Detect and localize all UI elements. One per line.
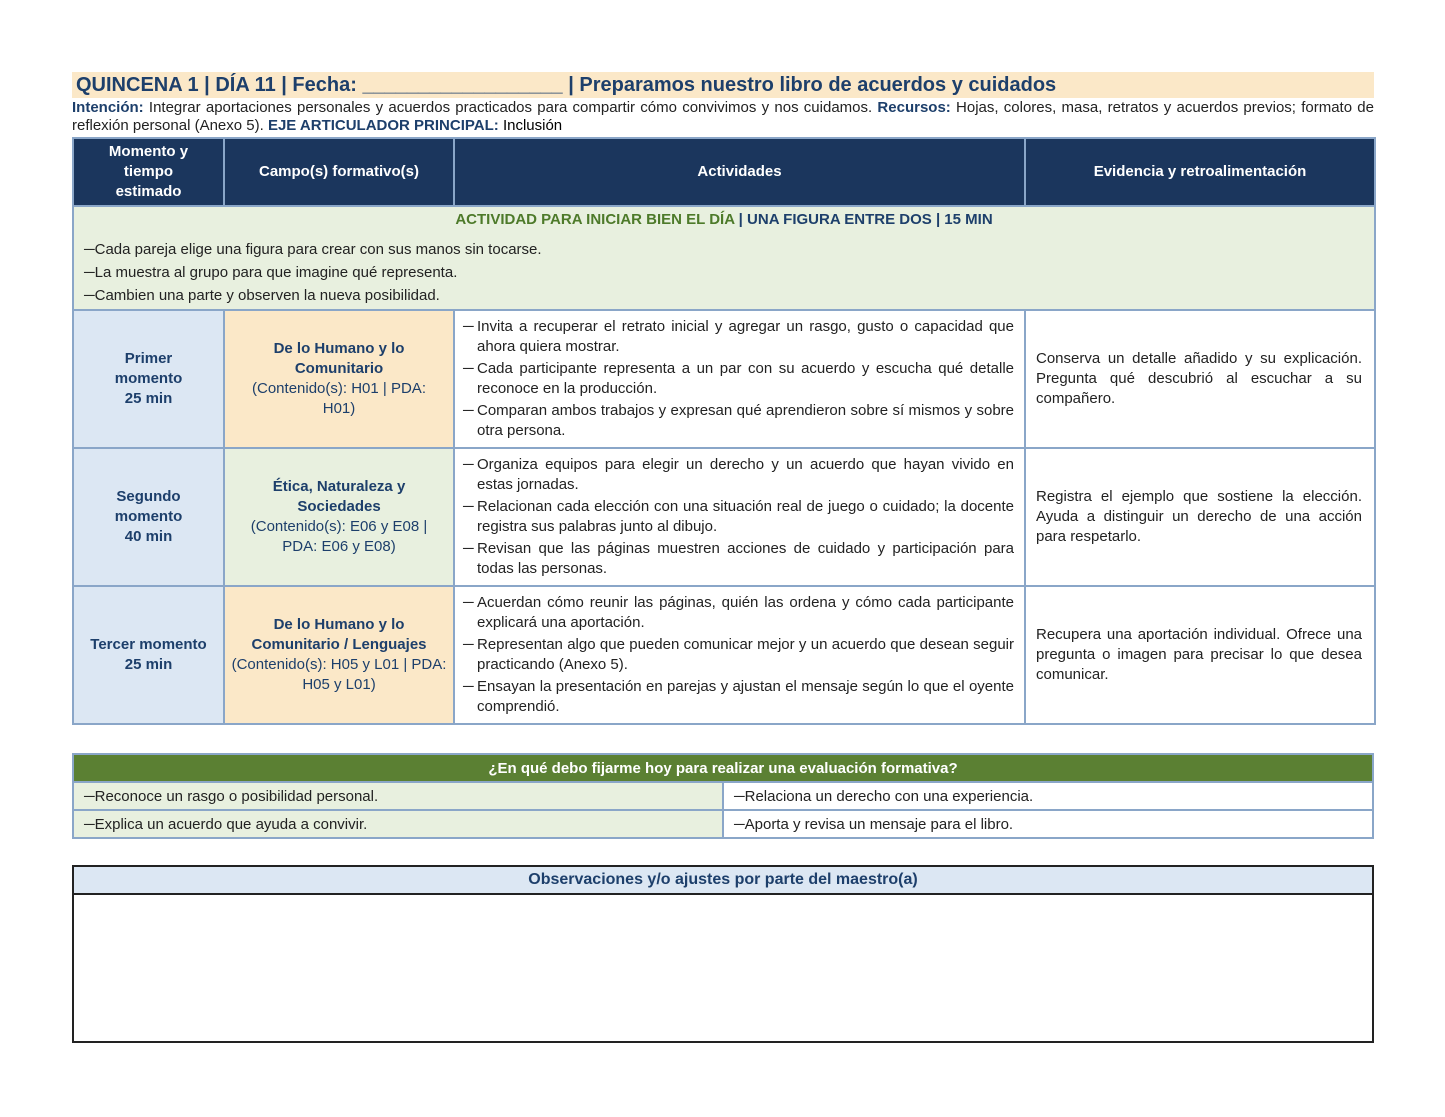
field-name: De lo Humano y lo Comunitario: [273, 340, 405, 377]
header-moment: Momento y tiempo estimado: [73, 138, 224, 206]
activity-item: ─ Cada participante representa a un par con su acuerdo y escucha qué detalle reconoce en la producción.: [463, 360, 1014, 397]
intention-paragraph: [72, 99, 1374, 135]
moment-row-3: [73, 586, 1375, 724]
observations-box: [72, 865, 1374, 1043]
activity-item: ─ Ensayan la presentación en parejas y ajustan el mensaje según lo que el oyente comprendió.: [463, 678, 1014, 715]
header-activities: Actividades: [454, 138, 1025, 206]
field-sub: (Contenido(s): E06 y E08 | PDA: E06 y E08): [250, 518, 428, 555]
moment-cell: [73, 310, 224, 448]
evidence-cell: Registra el ejemplo que sostiene la elección. Ayuda a distinguir un derecho de una acción para respetarlo.: [1025, 448, 1375, 586]
intention-text: Integrar aportaciones personales y acuerdos practicados para compartir cómo convivimos y nos cuidamos.: [143, 99, 878, 116]
field-cell: [224, 586, 454, 724]
header-evidence: Evidencia y retroalimentación: [1025, 138, 1375, 206]
resources-label: Recursos:: [877, 99, 951, 116]
resources-text: Hojas, colores, masa, retratos y acuerdos previos; formato de reflexión personal (Anexo 5).: [72, 99, 1374, 134]
axis-text: Inclusión: [498, 117, 563, 134]
lesson-plan-page: [72, 72, 1374, 1043]
moment-label: Segundo momento: [114, 488, 183, 525]
start-title-a: ACTIVIDAD PARA INICIAR BIEN EL DÍA: [455, 211, 735, 228]
moment-row-2: [73, 448, 1375, 586]
field-sub: (Contenido(s): H01 | PDA: H01): [252, 380, 426, 417]
moment-time: 25 min: [124, 390, 173, 407]
moment-cell: [73, 448, 224, 586]
moment-time: 25 min: [124, 656, 173, 673]
field-cell: [224, 310, 454, 448]
activity-item: ─ Invita a recuperar el retrato inicial y agregar un rasgo, gusto o capacidad que ahora quiera mostrar.: [463, 318, 1014, 355]
evaluation-item: ─Aporta y revisa un mensaje para el libro.: [723, 810, 1373, 838]
field-cell: [224, 448, 454, 586]
table-header-row: [73, 138, 1375, 206]
header-field: Campo(s) formativo(s): [224, 138, 454, 206]
start-line: ─Cada pareja elige una figura para crear con sus manos sin tocarse.: [84, 241, 542, 258]
start-activity-title: [84, 207, 1364, 238]
intention-label: Intención:: [72, 99, 144, 116]
start-activity-row: [73, 206, 1375, 310]
moment-cell: [73, 586, 224, 724]
moment-time: 40 min: [124, 528, 173, 545]
page-title: QUINCENA 1 | DÍA 11 | Fecha: __________________ | Preparamos nuestro libro de acuerdos y cuidados: [72, 72, 1374, 98]
evaluation-table: [72, 753, 1374, 839]
activity-item: ─ Comparan ambos trabajos y expresan qué aprendieron sobre sí mismos y sobre otra persona.: [463, 402, 1014, 439]
activity-item: ─ Revisan que las páginas muestren acciones de cuidado y participación para todas las personas.: [463, 540, 1014, 577]
activities-cell: [454, 310, 1025, 448]
field-name: De lo Humano y lo Comunitario / Lenguajes: [251, 616, 427, 653]
activities-cell: [454, 586, 1025, 724]
evidence-cell: Recupera una aportación individual. Ofrece una pregunta o imagen para precisar lo que desea comunicar.: [1025, 586, 1375, 724]
moment-label: Tercer momento: [90, 636, 207, 653]
evaluation-title: ¿En qué debo fijarme hoy para realizar una evaluación formativa?: [73, 754, 1373, 782]
evaluation-item: ─Relaciona un derecho con una experiencia.: [723, 782, 1373, 810]
moment-row-1: [73, 310, 1375, 448]
activity-item: ─ Relacionan cada elección con una situación real de juego o cuidado; la docente registra sus palabras junto al dibujo.: [463, 498, 1014, 535]
observations-writing-area[interactable]: [74, 895, 1372, 1041]
activities-table: [72, 137, 1376, 725]
start-line: ─Cambien una parte y observen la nueva posibilidad.: [84, 287, 440, 304]
moment-label: Primer momento: [114, 350, 183, 387]
observations-title: Observaciones y/o ajustes por parte del maestro(a): [74, 867, 1372, 895]
evaluation-item: ─Reconoce un rasgo o posibilidad personal.: [73, 782, 723, 810]
start-title-b: | UNA FIGURA ENTRE DOS | 15 MIN: [734, 211, 993, 228]
activities-cell: [454, 448, 1025, 586]
evidence-cell: Conserva un detalle añadido y su explicación. Pregunta qué descubrió al escuchar a su compañero.: [1025, 310, 1375, 448]
evaluation-item: ─Explica un acuerdo que ayuda a convivir.: [73, 810, 723, 838]
activity-item: ─ Representan algo que pueden comunicar mejor y un acuerdo que desean seguir practicando (Anexo 5).: [463, 636, 1014, 673]
start-line: ─La muestra al grupo para que imagine qué representa.: [84, 264, 458, 281]
axis-label: EJE ARTICULADOR PRINCIPAL:: [267, 117, 499, 134]
activity-item: ─ Organiza equipos para elegir un derecho y un acuerdo que hayan vivido en estas jornadas.: [463, 456, 1014, 493]
field-name: Ética, Naturaleza y Sociedades: [272, 478, 406, 515]
field-sub: (Contenido(s): H05 y L01 | PDA: H05 y L01): [231, 656, 447, 693]
activity-item: ─ Acuerdan cómo reunir las páginas, quién las ordena y cómo cada participante explicará una aportación.: [463, 594, 1014, 631]
